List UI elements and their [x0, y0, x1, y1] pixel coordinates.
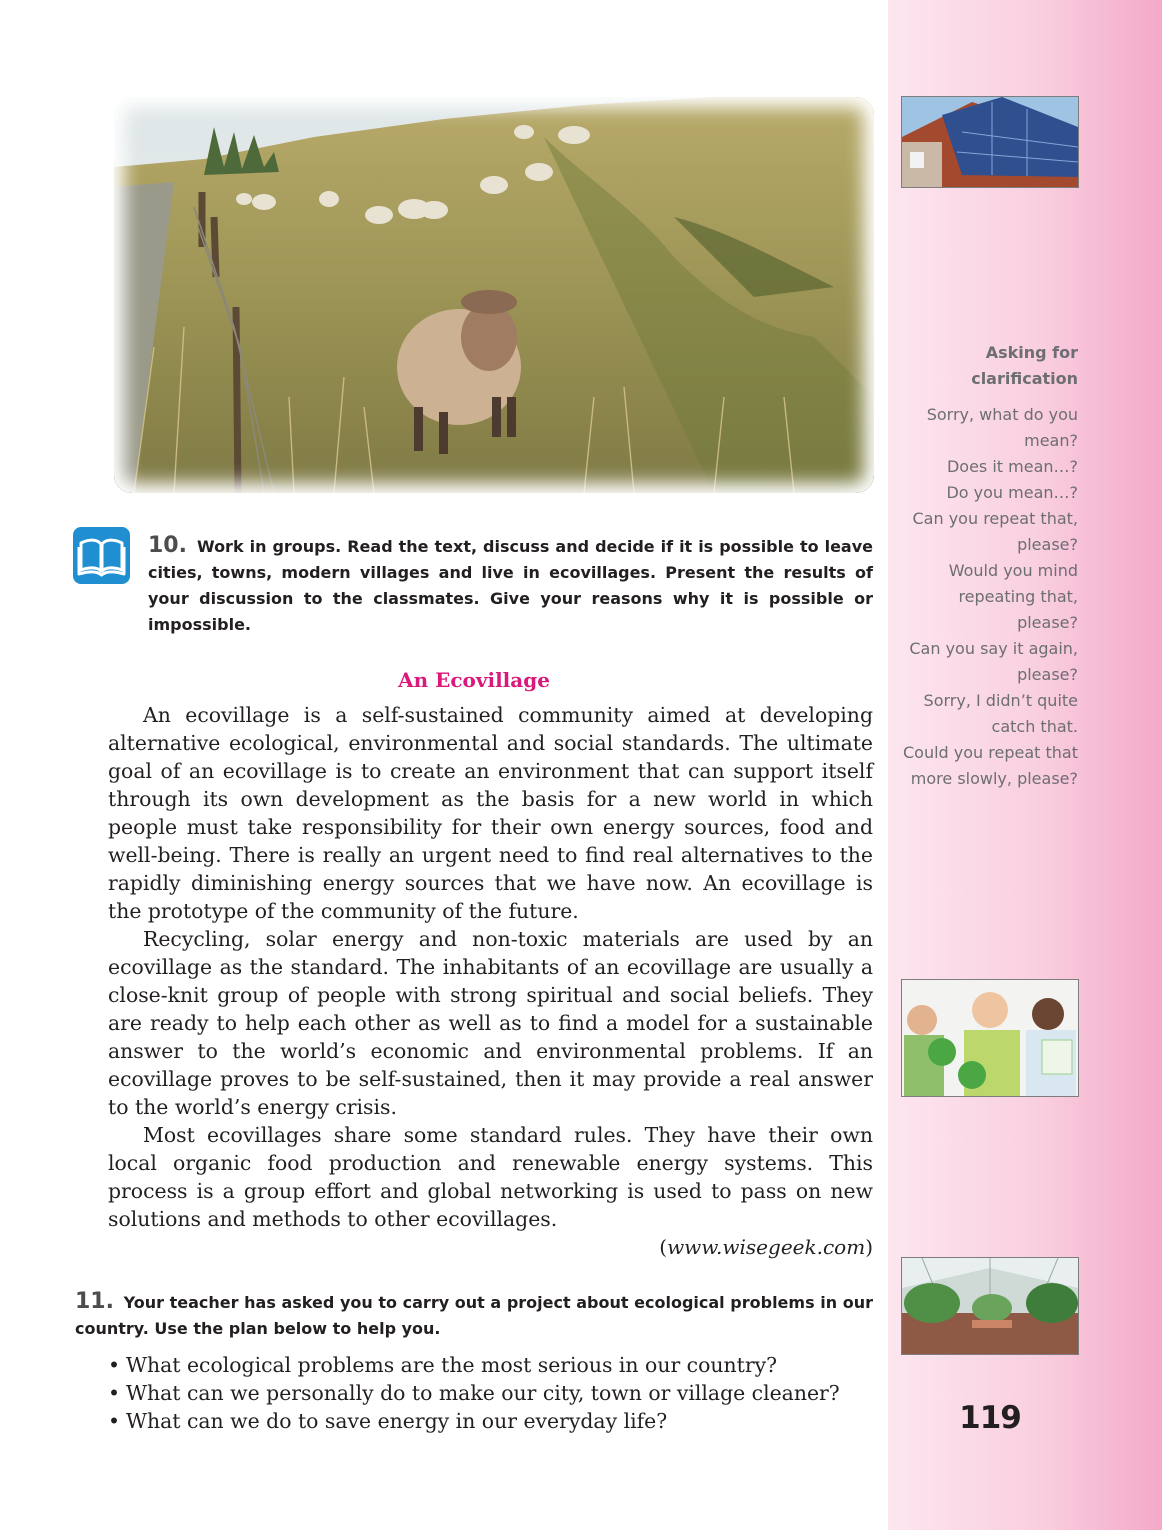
solar-roof-photo	[901, 96, 1079, 188]
page-number: 119	[959, 1400, 1021, 1436]
article-paragraph: An ecovillage is a self-sustained community aimed at developing alternative ecological, environmental and social standards. The ultimate goal of an ecovillage is to create an environment that can support itself through its own development as the basis for a new world in which people must take responsibility for their own energy sources, food and well-being. There is really an urgent need to find real alternatives to the rapidly diminishing energy sources that we have now. An ecovillage is the prototype of the community of the future.	[108, 703, 873, 923]
phrase-item: Does it mean…?	[946, 457, 1078, 476]
list-item-text: What ecological problems are the most serious in our country?	[126, 1353, 778, 1377]
phrases-title: Asking for clarification	[971, 343, 1078, 388]
article-paragraph: Recycling, solar energy and non-toxic materials are used by an ecovillage as the standard. The inhabitants of an ecovillage are usually a close-knit group of people with strong spiritual and social beliefs. They are ready to help each other as well as to find a model for a sustainable answer to the world’s economic and environmental problems. If an ecovillage proves to be self-sustained, then it may provide a real answer to the world’s energy crisis.	[108, 927, 873, 1119]
greenhouse-photo	[901, 1257, 1079, 1355]
source-paren-close: )	[865, 1235, 873, 1259]
source-url: www.wisegeek.com	[667, 1235, 866, 1259]
phrase-item: Sorry, I didn’t quite catch that.	[923, 691, 1078, 736]
task-number: 10.	[148, 533, 187, 558]
phrases-list	[896, 402, 1078, 792]
list-item	[108, 1407, 888, 1435]
sheep-field-photo	[114, 97, 874, 493]
task-11	[75, 1289, 873, 1342]
task-10	[148, 533, 873, 638]
article-paragraph: Most ecovillages share some standard rules. They have their own local organic food production and renewable energy systems. This process is a group effort and global networking is used to pass on new solutions and methods to other ecovillages.	[108, 1123, 873, 1231]
task-instruction: Your teacher has asked you to carry out a project about ecological problems in our country. Use the plan below to help you.	[75, 1293, 873, 1338]
bullet-marker: •	[108, 1409, 121, 1433]
clarification-phrases-panel	[896, 340, 1078, 792]
list-item-text: What can we do to save energy in our everyday life?	[126, 1409, 668, 1433]
bullet-marker: •	[108, 1381, 121, 1405]
phrase-item: Can you say it again, please?	[909, 639, 1078, 684]
plan-list	[108, 1351, 888, 1435]
task-number: 11.	[75, 1289, 114, 1314]
phrase-item: Do you mean…?	[946, 483, 1078, 502]
open-book-icon	[73, 527, 130, 584]
phrase-item: Could you repeat that more slowly, please?	[903, 743, 1078, 788]
list-item	[108, 1351, 888, 1379]
list-item	[108, 1379, 888, 1407]
list-item-text: What can we personally do to make our city, town or village cleaner?	[126, 1381, 840, 1405]
phrase-item: Sorry, what do you mean?	[926, 405, 1078, 450]
children-recycling-photo	[901, 979, 1079, 1097]
phrase-item: Can you repeat that, please?	[912, 509, 1078, 554]
article-body	[108, 701, 873, 1233]
phrase-item: Would you mind repeating that, please?	[948, 561, 1078, 632]
source-paren-open: (	[659, 1235, 668, 1259]
article-title: An Ecovillage	[398, 668, 550, 692]
task-instruction: Work in groups. Read the text, discuss and decide if it is possible to leave cities, towns, modern villages and live in ecovillages. Present the results of your discussion to the classmates. Give your reasons why it is possible or impossible.	[148, 537, 873, 634]
bullet-marker: •	[108, 1353, 121, 1377]
article-source	[108, 1233, 873, 1261]
